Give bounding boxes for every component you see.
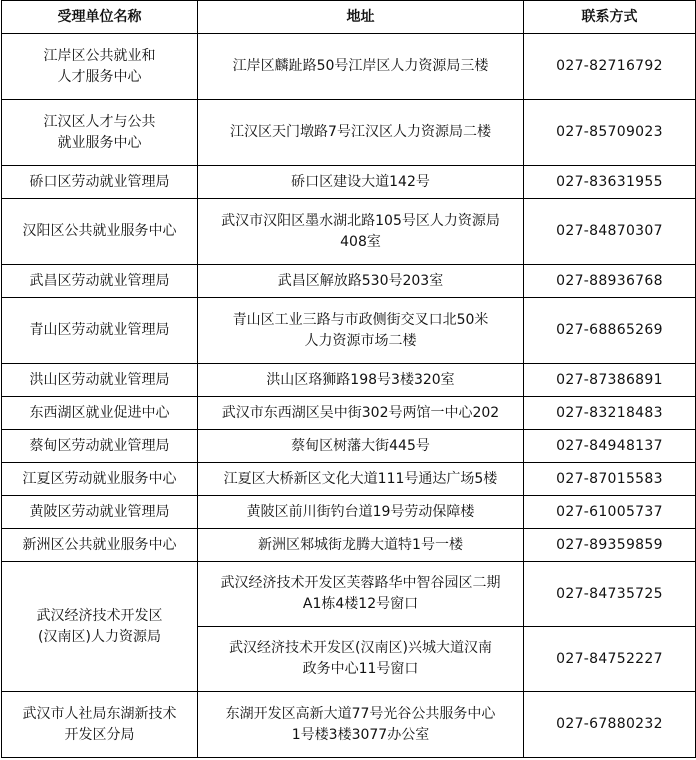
unit-name-cell <box>2 397 198 430</box>
unit-name: 就业服务中心 <box>57 134 142 151</box>
address-cell <box>198 430 524 463</box>
address: 硚口区建设大道142号 <box>291 173 430 190</box>
address-cell <box>198 692 524 758</box>
phone-number: 027-68865269 <box>524 298 696 364</box>
phone-number: 027-88936768 <box>524 265 696 298</box>
unit-name-cell <box>2 199 198 265</box>
unit-name-cell <box>2 529 198 562</box>
phone-number: 027-89359859 <box>524 529 696 562</box>
unit-name-cell <box>2 298 198 364</box>
address: 东湖开发区高新大道77号光谷公共服务中心 <box>225 705 496 722</box>
phone-number: 027-67880232 <box>524 692 696 758</box>
address-cell <box>198 397 524 430</box>
address: 武昌区解放路530号203室 <box>277 272 444 289</box>
table-row <box>2 298 696 364</box>
table-row <box>2 562 696 627</box>
address-cell <box>198 496 524 529</box>
address-cell <box>198 265 524 298</box>
phone-number: 027-84870307 <box>524 199 696 265</box>
unit-name-cell <box>2 265 198 298</box>
unit-name: (汉南区)人力资源局 <box>38 628 161 645</box>
phone-number: 027-83218483 <box>524 397 696 430</box>
table-row <box>2 265 696 298</box>
unit-name-cell <box>2 364 198 397</box>
address-cell <box>198 364 524 397</box>
unit-name: 汉阳区公共就业服务中心 <box>22 223 177 239</box>
address: 408室 <box>340 233 381 250</box>
unit-name-cell <box>2 100 198 166</box>
phone-number: 027-84752227 <box>524 627 696 692</box>
phone-number: 027-61005737 <box>524 496 696 529</box>
unit-name: 开发区分局 <box>64 726 135 743</box>
address-cell <box>198 627 524 692</box>
unit-name: 人才服务中心 <box>57 68 142 85</box>
table-row <box>2 199 696 265</box>
table-row <box>2 364 696 397</box>
address: 1号楼3楼3077办公室 <box>291 726 430 743</box>
unit-name: 江岸区公共就业和 <box>43 47 156 64</box>
address: 武汉经济技术开发区芙蓉路华中智谷园区二期 <box>220 575 501 591</box>
table-row <box>2 430 696 463</box>
address: 江岸区麟趾路50号江岸区人力资源局三楼 <box>232 58 489 74</box>
unit-name: 青山区劳动就业管理局 <box>29 322 170 338</box>
address-cell <box>198 529 524 562</box>
phone-number: 027-82716792 <box>524 34 696 100</box>
phone-number: 027-87015583 <box>524 463 696 496</box>
unit-name: 武昌区劳动就业管理局 <box>29 272 170 289</box>
unit-name: 武汉市人社局东湖新技术 <box>22 705 177 722</box>
address-cell <box>198 34 524 100</box>
unit-name-cell <box>2 430 198 463</box>
table-row <box>2 34 696 100</box>
unit-name: 江汉区人才与公共 <box>43 113 156 130</box>
phone-number: 027-84948137 <box>524 430 696 463</box>
address: 新洲区邾城街龙腾大道特1号一楼 <box>258 536 463 553</box>
address: 武汉经济技术开发区(汉南区)兴城大道汉南 <box>229 640 492 656</box>
address-cell <box>198 562 524 627</box>
unit-name-cell <box>2 34 198 100</box>
phone-number: 027-85709023 <box>524 100 696 166</box>
address: 洪山区珞狮路198号3楼320室 <box>266 371 455 388</box>
phone-number: 027-87386891 <box>524 364 696 397</box>
table-row <box>2 166 696 199</box>
contact-table <box>1 0 696 758</box>
table-row <box>2 463 696 496</box>
unit-name-cell <box>2 562 198 692</box>
unit-name-cell <box>2 166 198 199</box>
table-row <box>2 496 696 529</box>
address: 武汉市汉阳区墨水湖北路105号区人力资源局 <box>221 212 500 229</box>
unit-name: 硚口区劳动就业管理局 <box>29 173 170 190</box>
address: 武汉市东西湖区吴中街302号两馆一中心202 <box>221 404 500 421</box>
unit-name-cell <box>2 463 198 496</box>
header-address: 地址 <box>198 1 524 34</box>
unit-name: 江夏区劳动就业服务中心 <box>22 470 177 487</box>
header-row <box>2 1 696 34</box>
address-cell <box>198 100 524 166</box>
unit-name: 黄陂区劳动就业管理局 <box>29 503 170 520</box>
header-unit-name: 受理单位名称 <box>2 1 198 34</box>
unit-name: 蔡甸区劳动就业管理局 <box>29 437 170 454</box>
table-row <box>2 692 696 758</box>
unit-name-cell <box>2 496 198 529</box>
table-row <box>2 397 696 430</box>
address: A1栋4楼12号窗口 <box>302 596 419 612</box>
unit-name: 洪山区劳动就业管理局 <box>29 371 170 388</box>
address: 江夏区大桥新区文化大道111号通达广场5楼 <box>223 470 498 487</box>
phone-number: 027-83631955 <box>524 166 696 199</box>
header-contact: 联系方式 <box>524 1 696 34</box>
address: 人力资源市场二楼 <box>304 332 417 349</box>
address: 青山区工业三路与市政侧街交叉口北50米 <box>232 311 489 328</box>
address-cell <box>198 463 524 496</box>
unit-name-cell <box>2 692 198 758</box>
unit-name: 东西湖区就业促进中心 <box>29 404 170 421</box>
address-cell <box>198 298 524 364</box>
address-cell <box>198 199 524 265</box>
address: 蔡甸区树藩大街445号 <box>291 437 430 454</box>
unit-name: 武汉经济技术开发区 <box>36 607 163 624</box>
phone-number: 027-84735725 <box>524 562 696 627</box>
unit-name: 新洲区公共就业服务中心 <box>22 536 177 553</box>
address-cell <box>198 166 524 199</box>
address: 江汉区天门墩路7号江汉区人力资源局二楼 <box>230 124 491 140</box>
address: 政务中心11号窗口 <box>302 661 419 677</box>
table-row <box>2 529 696 562</box>
address: 黄陂区前川街钓台道19号劳动保障楼 <box>246 503 475 520</box>
table-row <box>2 100 696 166</box>
